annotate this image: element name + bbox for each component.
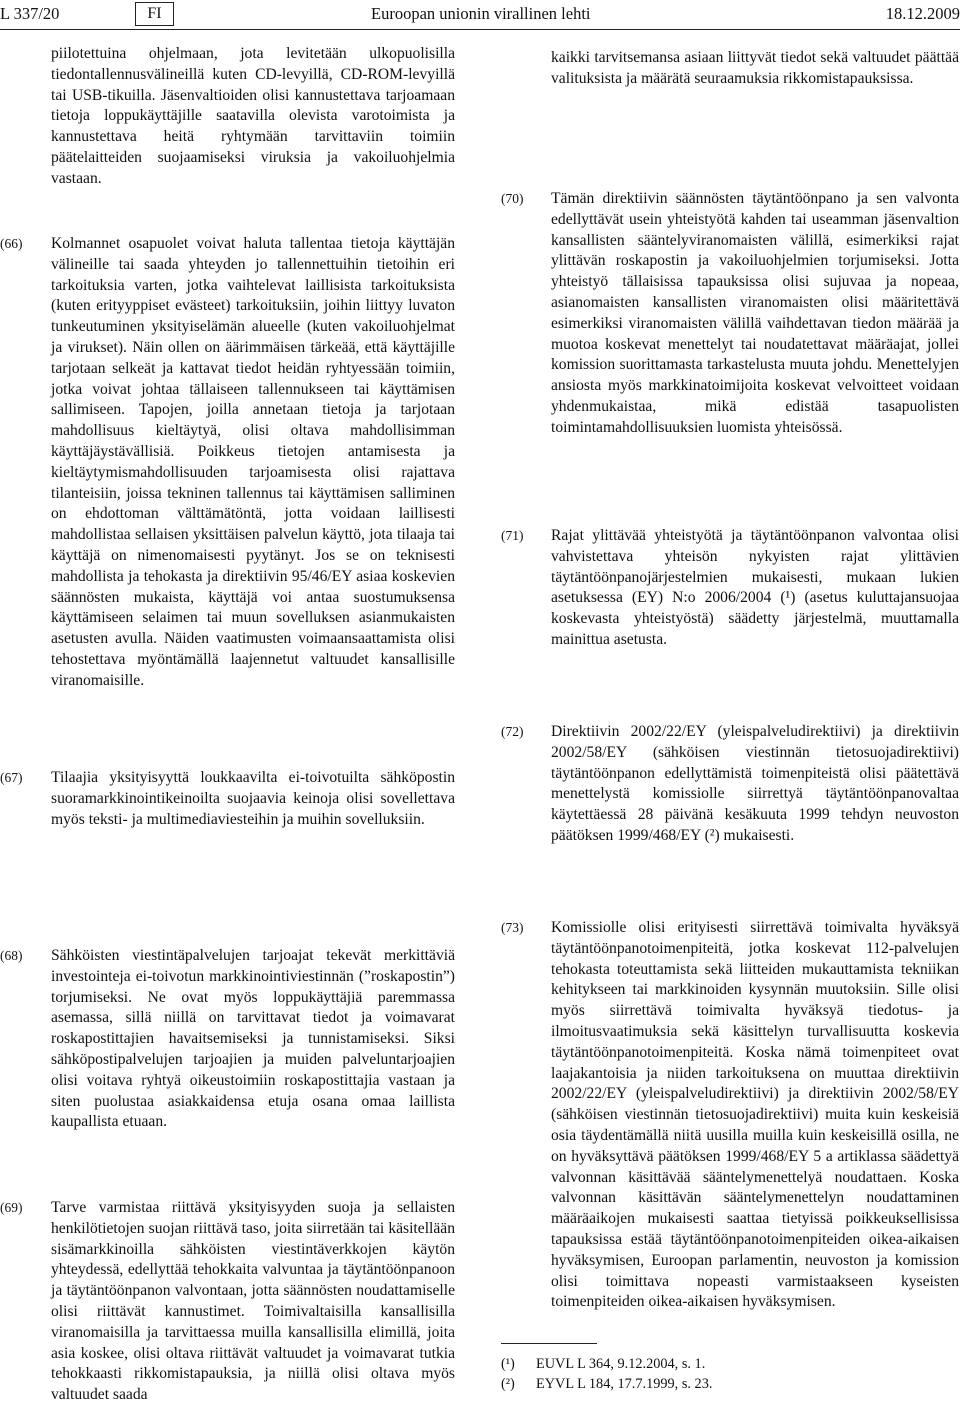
recital-73 bbox=[501, 918, 959, 1313]
footnote-mark: (¹) bbox=[501, 1356, 515, 1372]
recital-number: (72) bbox=[501, 724, 524, 739]
recital-text: Tarve varmistaa riittävä yksityisyyden suoja ja sellaisten henkilötietojen suojan riittävä taso, joita siirretään tai käsitellään sisämarkkinoilla sähköisten viestintäverkkojen käytön yhteydessä, edellyttää tehokkaita valvuntaa ja täytäntöönpanoon ja täytäntöönpanon valvontaan, jotta säännösten noudattamiselle olisi riittävät kannustimet. Toimivaltaisilla kansallisilla viranomaisilla ja tarvittaessa muilla kansallisilla elimillä, joita asia koskee, olisi oltava riittävät valtuudet ja voimavarat tutkia tehokkaasti rikkomistapauksia, ja niillä olisi oltava myös valtuudet saada bbox=[51, 1199, 455, 1404]
publication-date: 18.12.2009 bbox=[885, 4, 960, 23]
recital-68 bbox=[0, 946, 455, 1133]
page-header bbox=[0, 0, 960, 30]
language-code: FI bbox=[135, 2, 174, 26]
page-reference: L 337/20 bbox=[0, 4, 60, 23]
recital-number: (73) bbox=[501, 920, 524, 935]
right-continued-paragraph bbox=[551, 48, 959, 90]
recital-66 bbox=[0, 234, 455, 692]
recital-number: (66) bbox=[0, 236, 23, 251]
footnote-mark: (²) bbox=[501, 1376, 515, 1392]
recital-text: Tilaajia yksityisyyttä loukkaavilta ei-toivotuilta sähköpostin suoramarkkinointikeinoilta suojaavia keinoja olisi sovellettava myös teksti- ja multimediaviesteihin ja muihin sovelluksiin. bbox=[51, 769, 455, 828]
recital-text: Sähköisten viestintäpalvelujen tarjoajat tekevät merkittäviä investointeja ei-toivotun markkinointiviestinnän (”roskapostin”) torjumiseksi. Ne ovat myös loppukäyttäjiä paremmassa asemassa, sillä niillä on tarvittavat tiedot ja voimavarat roskapostittajien havaitsemiseksi ja tunnistamiseksi. Siksi sähköpostipalvelujen tarjoajien ja muiden palveluntarjoajien olisi voitava ryhtyä oikeustoimiin roskapostittajia vastaan ja siten puolustaa asiakkaidensa etuja osana omaa laillista kaupallista etuaan. bbox=[51, 947, 455, 1131]
footnote-text: EUVL L 364, 9.12.2004, s. 1. bbox=[535, 1356, 706, 1372]
footnote-rule bbox=[501, 1343, 597, 1344]
footnote-1 bbox=[501, 1355, 705, 1373]
recital-number: (70) bbox=[501, 191, 524, 206]
recital-text: Rajat ylittävää yhteistyötä ja täytäntöönpanon valvontaa olisi vahvistettava yhteisön nykyisten rajat ylittävien täytäntöönpanojärjestelmien mukaisesti, mukaan lukien asetuksessa (EY) N:o 2006/2004 (¹) (asetus kuluttajansuojaa koskevasta yhteistyöstä) säädetty järjestelmä, muuttamalla mainittua asetusta. bbox=[551, 527, 959, 648]
recital-number: (69) bbox=[0, 1200, 23, 1215]
recital-text: Tämän direktiivin säännösten täytäntöönpano ja sen valvonta edellyttävät usein yhteistyötä kahden tai useamman jäsenvaltion kansallisten sääntelyviranomaisten välillä, esimerkiksi rajat ylittävän roskapostin ja vakoiluohjelmien torjumiseksi. Jotta yhteistyö tällaisissa tapauksissa olisi sujuvaa ja nopeaa, asianomaisten kansallisten viranomaisten olisi määritettävä esimerkiksi viranomaisten välillä vaihdettavan tiedon määrää ja muotoa koskevat menettelyt tai noudatettavat määräajat, jollei komission suorittamasta tarkastelusta muuta johdu. Menettelyjen ansiosta myös markkinatoimijoita koskevat velvoitteet voidaan yhdenmukaistaa, mikä edistää tasapuolisten toimintamahdollisuuksien luomista yhteisössä. bbox=[551, 190, 959, 436]
header-rule bbox=[0, 29, 960, 30]
recital-number: (67) bbox=[0, 770, 23, 785]
recital-text: Kolmannet osapuolet voivat haluta tallentaa tietoja käyttäjän välineille tai saada yhteyden jo tallennettuihin tietoihin eri tarkoituksia varten, jotka vaihtelevat laillisista tarkoituksista (kuten erityyppiset evästeet) tarkoituksiin, joihin liittyy luvaton tunkeutuminen yksityiselämän alueelle (kuten vakoiluohjelmat ja virukset). Näin ollen on äärimmäisen tärkeää, että käyttäjille tarjotaan selkeät ja kattavat tiedot heidän ryhtyessään toimiin, jotka voivat johtaa tällaiseen tallennukseen tai käyttämisen sallimiseen. Tapojen, joilla annetaan tietoja ja tarjotaan mahdollisuus kieltäytyä, olisi oltava mahdollisimman käyttäjäystävällisiä. Poikkeus tietojen antamisesta ja kieltäytymismahdollisuuden tarjoamisesta olisi rajattava tilanteisiin, joissa tekninen tallennus tai käyttämisen salliminen on ehdottoman välttämätöntä, jotta voidaan laillisesti mahdollistaa sellaisen yksittäisen palvelun käyttö, jota tilaaja tai käyttäjä on nimenomaisesti pyytänyt. Jos se on teknisesti mahdollista ja tehokasta ja direktiivin 95/46/EY asiaa koskevien säännösten mukaista, käyttäjä voi antaa suostumuksensa käyttämiseen selaimen tai muun sovelluksen asianmukaisten asetusten avulla. Näiden vaatimusten voimaansaattamista olisi tehostettava myöntämällä laajennetut valtuudet kansallisille viranomaisille. bbox=[51, 235, 455, 689]
recital-69 bbox=[0, 1198, 455, 1406]
recital-71 bbox=[501, 526, 959, 651]
journal-title: Euroopan unionin virallinen lehti bbox=[371, 4, 591, 23]
left-continued-paragraph bbox=[51, 44, 455, 190]
recital-text: Direktiivin 2002/22/EY (yleispalveludirektiivi) ja direktiivin 2002/58/EY (sähköisen viestinnän tietosuojadirektiivi) täytäntöönpanon edellyttämistä toimenpiteistä olisi päätettävä menettelystä komissiolle siirrettyä täytäntöönpanovaltaa käytettäessä 28 päivänä kesäkuuta 1999 tehdyn neuvoston päätöksen 1999/468/EY (²) mukaisesti. bbox=[551, 723, 959, 844]
recital-number: (68) bbox=[0, 948, 23, 963]
footnote-text: EYVL L 184, 17.7.1999, s. 23. bbox=[535, 1376, 713, 1392]
continued-text: kaikki tarvitsemansa asiaan liittyvät tiedot sekä valtuudet päättää valituksista ja määrätä seuraamuksia rikkomistapauksissa. bbox=[551, 49, 959, 87]
recital-72 bbox=[501, 722, 959, 847]
continued-text: piilotettuina ohjelmaan, jota levitetään ulkopuolisilla tiedontallennusvälineillä kuten CD-levyillä, CD-ROM-levyillä tai USB-tikuilla. Jäsenvaltioiden olisi kannustettava tarjoamaan tietoja loppukäyttäjille saatavilla olevista varotoimista ja kannustettava heitä ryhtymään tarvittaviin toimiin päätelaitteiden suojaamiseksi viruksia ja vakoiluohjelmia vastaan. bbox=[51, 45, 455, 187]
footnote-2 bbox=[501, 1375, 712, 1393]
recital-70 bbox=[501, 189, 959, 439]
recital-number: (71) bbox=[501, 528, 524, 543]
recital-67 bbox=[0, 768, 455, 830]
recital-text: Komissiolle olisi erityisesti siirrettävä toimivalta hyväksyä täytäntöönpanotoimenpiteitä, jotka koskevat 112-palvelujen tehokasta toteuttamista sekä liitteiden mukauttamista tekniikan kehitykseen tai markkinoiden kysynnän muutoksiin. Sille olisi myös siirrettävä toimivalta hyväksyä tiedotus- ja ilmoitusvaatimuksia sekä käsittelyn turvallisuutta koskevia täytäntöönpanotoimenpiteitä. Koska nämä toimenpiteet ovat laajakantoisia ja niiden tarkoituksena on muuttaa direktiivin 2002/22/EY (yleispalveludirektiivi) ja direktiivin 2002/58/EY (sähköisen viestinnän tietosuojadirektiivi) muita kuin keskeisiä osia täydentämällä niitä uusilla muilla kuin keskeisillä osilla, ne on hyväksyttävä päätöksen 1999/468/EY 5 a artiklassa säädettyä valvonnan käsittävää sääntelymenettelyä noudattaen. Koska valvonnan käsittävän sääntelymenettelyn noudattaminen määräaikojen mukaisesti saattaa tietyissä poikkeuksellisissa tapauksissa estää täytäntöönpanotoimenpiteiden oikea-aikaisen hyväksymisen, Euroopan parlamentin, neuvoston ja komission olisi toimittava nopeasti varmistaakseen kyseisten toimenpiteiden oikea-aikaisen hyväksymisen. bbox=[551, 919, 959, 1311]
